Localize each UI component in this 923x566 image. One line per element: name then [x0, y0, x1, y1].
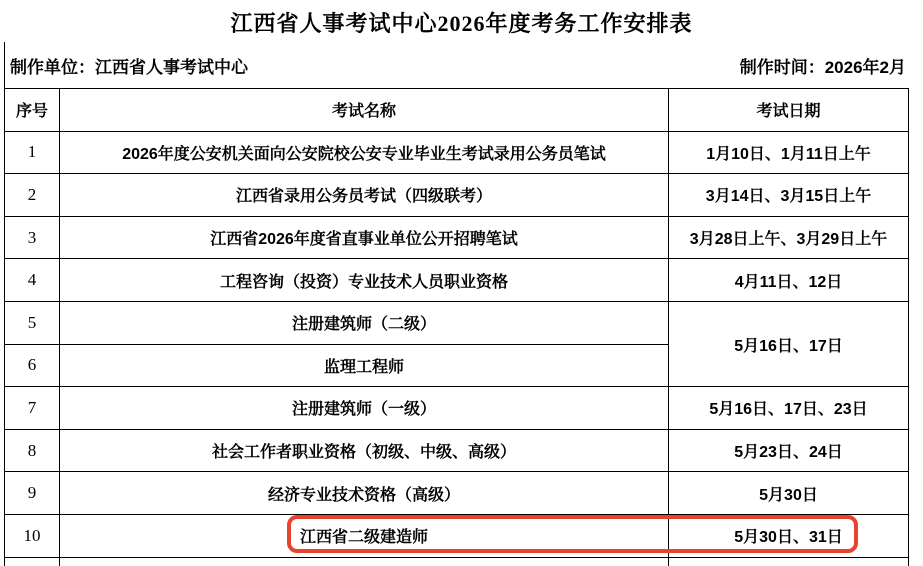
- cell-exam-name: 2026年度公安机关面向公安院校公安专业毕业生考试录用公务员笔试: [60, 131, 669, 174]
- cell-exam-date: 4月11日、12日: [669, 259, 909, 302]
- cell-index: 8: [5, 429, 60, 472]
- cell-exam-date: 5月16日、17日、23日: [669, 387, 909, 430]
- cell-index: 6: [5, 344, 60, 387]
- cell-index: [5, 557, 60, 566]
- cell-exam-name: 江西省2026年度省直事业单位公开招聘笔试: [60, 216, 669, 259]
- cell-exam-name: 社会工作者职业资格（初级、中级、高级）: [60, 429, 669, 472]
- cell-exam-name: 江西省二级建造师: [60, 514, 669, 557]
- exam-schedule-table: [4, 88, 909, 566]
- cell-index: 5: [5, 301, 60, 344]
- cell-exam-name: 江西省录用公务员考试（四级联考）: [60, 174, 669, 217]
- cell-exam-name: 经济专业技术资格（高级）: [60, 472, 669, 515]
- cell-exam-date: 3月28日上午、3月29日上午: [669, 216, 909, 259]
- cell-exam-date: 1月10日、1月11日上午: [669, 131, 909, 174]
- table-row: [5, 216, 909, 259]
- table-header-row: [5, 89, 909, 132]
- cell-exam-name: [60, 557, 669, 566]
- table-row: [5, 301, 909, 344]
- table-row-partial: [5, 557, 909, 566]
- cell-exam-name: 工程咨询（投资）专业技术人员职业资格: [60, 259, 669, 302]
- cell-exam-date: 5月30日、31日: [669, 514, 909, 557]
- cell-index: 1: [5, 131, 60, 174]
- table-row: [5, 387, 909, 430]
- meta-produced-time: 制作时间：2026年2月: [739, 57, 906, 77]
- meta-producer: 制作单位：江西省人事考试中心: [10, 57, 248, 77]
- cell-index: 7: [5, 387, 60, 430]
- cell-exam-date: 3月14日、3月15日上午: [669, 174, 909, 217]
- cell-exam-date-merged: 5月16日、17日: [669, 301, 909, 386]
- cell-exam-date: [669, 557, 909, 566]
- meta-row: [4, 42, 906, 88]
- column-header-exam-name: 考试名称: [60, 89, 669, 132]
- cell-exam-name: 注册建筑师（二级）: [60, 301, 669, 344]
- cell-index: 2: [5, 174, 60, 217]
- cell-index: 4: [5, 259, 60, 302]
- cell-index: 10: [5, 514, 60, 557]
- column-header-index: 序号: [5, 89, 60, 132]
- cell-exam-date: 5月23日、24日: [669, 429, 909, 472]
- table-row: [5, 259, 909, 302]
- table-row: [5, 174, 909, 217]
- table-row: [5, 131, 909, 174]
- page-title: 江西省人事考试中心2026年度考务工作安排表: [230, 11, 693, 36]
- cell-exam-date: 5月30日: [669, 472, 909, 515]
- cell-exam-name: 注册建筑师（一级）: [60, 387, 669, 430]
- column-header-exam-date: 考试日期: [669, 89, 909, 132]
- table-row: [5, 429, 909, 472]
- table-row-highlighted: [5, 514, 909, 557]
- cell-index: 3: [5, 216, 60, 259]
- cell-exam-name: 监理工程师: [60, 344, 669, 387]
- cell-index: 9: [5, 472, 60, 515]
- table-row: [5, 472, 909, 515]
